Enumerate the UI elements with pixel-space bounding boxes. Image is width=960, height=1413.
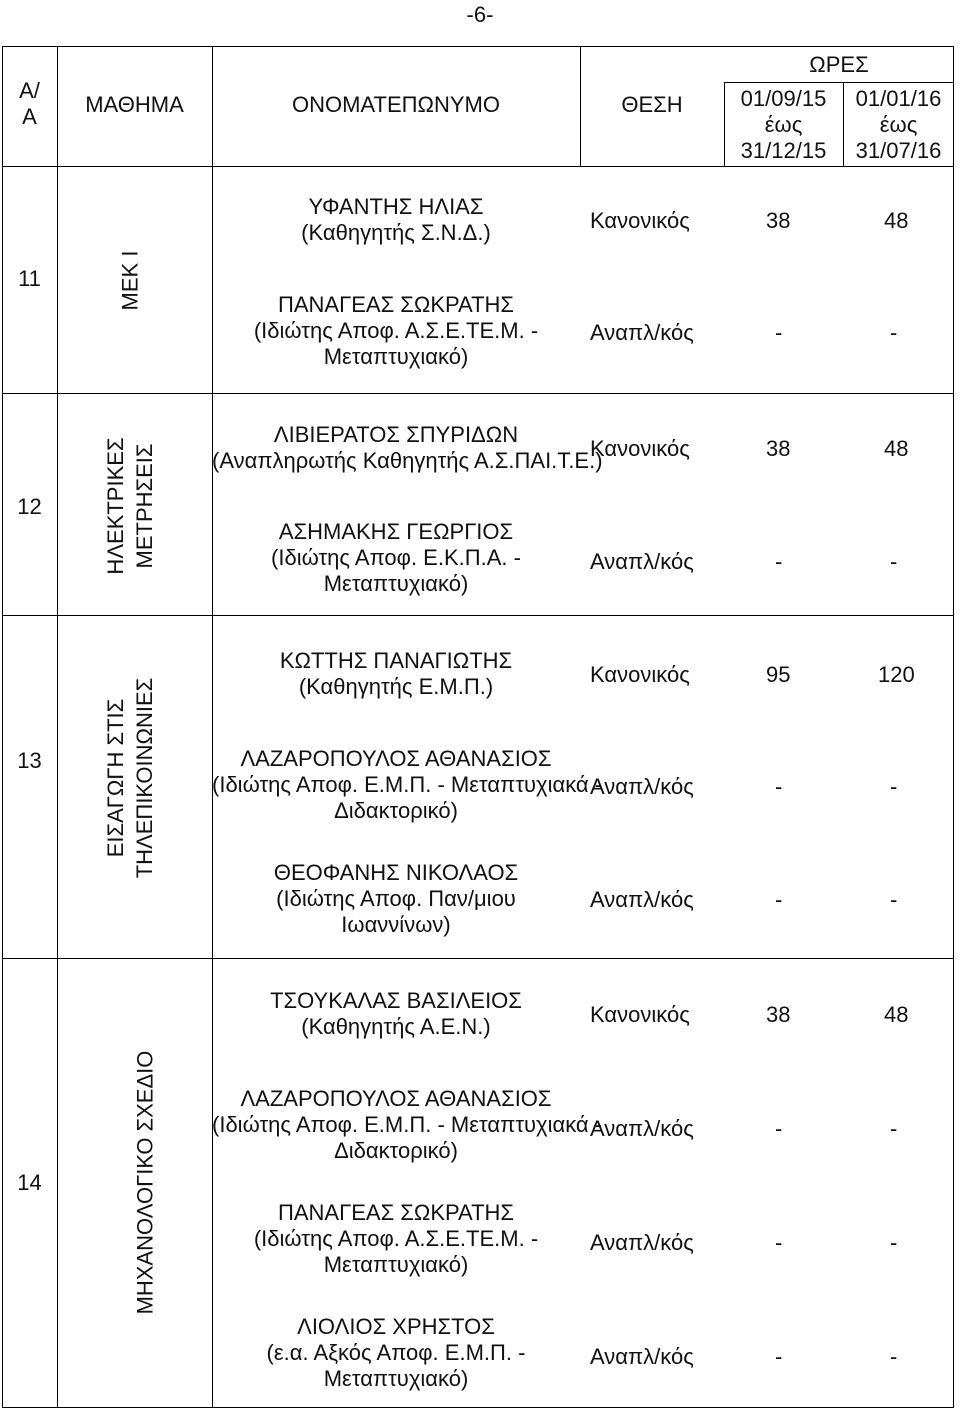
entry-name: ΛΑΖΑΡΟΠΟΥΛΟΣ ΑΘΑΝΑΣΙΟΣ (Ιδιώτης Αποφ. Ε.Μ.Π. - Μεταπτυχιακά - Διδακτορικό) (212, 1086, 603, 1163)
entry-hours-2: - (890, 774, 898, 799)
entry-hours-1: - (775, 774, 783, 799)
entry-position: Κανονικός (590, 662, 690, 687)
entry-hours-2: - (890, 549, 898, 574)
entry-name: ΚΩΤΤΗΣ ΠΑΝΑΓΙΩΤΗΣ (Καθηγητής Ε.Μ.Π.) (279, 648, 513, 699)
header-position: ΘΕΣΗ (621, 92, 683, 117)
entry-hours-1: - (775, 887, 783, 912)
row-aa: 12 (17, 494, 42, 519)
header-subject: ΜΑΘΗΜΑ (85, 92, 184, 117)
entry-hours-2: - (890, 1344, 898, 1369)
entry-hours-2: 48 (884, 208, 909, 233)
header-divider (724, 82, 954, 83)
entry-hours-1: 38 (766, 1002, 791, 1027)
entry-hours-1: - (775, 1230, 783, 1255)
row-subject: ΗΛΕΚΤΡΙΚΕΣ ΜΕΤΡΗΣΕΙΣ (103, 437, 157, 575)
entry-name: ΛΑΖΑΡΟΠΟΥΛΟΣ ΑΘΑΝΑΣΙΟΣ (Ιδιώτης Αποφ. Ε.Μ.Π. - Μεταπτυχιακά - Διδακτορικό) (212, 746, 603, 823)
entry-position: Αναπλ/κός (590, 320, 694, 345)
entry-position: Αναπλ/κός (590, 1116, 694, 1141)
header-name: ΟΝΟΜΑΤΕΠΩΝΥΜΟ (292, 92, 500, 117)
entry-position: Αναπλ/κός (590, 774, 694, 799)
entry-name: ΛΙΟΛΙΟΣ ΧΡΗΣΤΟΣ (ε.α. Αξκός Αποφ. Ε.Μ.Π. - Μεταπτυχιακό) (266, 1314, 526, 1391)
entry-hours-1: - (775, 1116, 783, 1141)
entry-hours-1: 38 (766, 436, 791, 461)
entry-name: ΠΑΝΑΓΕΑΣ ΣΩΚΡΑΤΗΣ (Ιδιώτης Αποφ. Α.Σ.Ε.ΤΕ.Μ. - Μεταπτυχιακό) (253, 1200, 539, 1277)
entry-name: ΘΕΟΦΑΝΗΣ ΝΙΚΟΛΑΟΣ (Ιδιώτης Αποφ. Παν/μιου Ιωαννίνων) (273, 860, 519, 937)
row-subject: ΕΙΣΑΓΩΓΗ ΣΤΙΣ ΤΗΛΕΠΙΚΟΙΝΩΝΙΕΣ (103, 677, 157, 879)
entry-hours-2: - (890, 320, 898, 345)
header-aa: Α/ Α (19, 78, 40, 129)
entry-name: ΛΙΒΙΕΡΑΤΟΣ ΣΠΥΡΙΔΩΝ (Αναπληρωτής Καθηγητής Α.Σ.ΠΑΙ.Τ.Ε.) (212, 422, 603, 473)
row-aa: 11 (18, 266, 41, 291)
header-period-1: 01/09/15 έως 31/12/15 (740, 86, 827, 163)
entry-name: ΑΣΗΜΑΚΗΣ ΓΕΩΡΓΙΟΣ (Ιδιώτης Αποφ. Ε.Κ.Π.Α. - Μεταπτυχιακό) (271, 519, 521, 596)
entry-name: ΤΣΟΥΚΑΛΑΣ ΒΑΣΙΛΕΙΟΣ (Καθηγητής Α.Ε.Ν.) (270, 988, 522, 1039)
entry-position: Αναπλ/κός (590, 549, 694, 574)
row-subject: ΜΗΧΑΝΟΛΟΓΙΚΟ ΣΧΕΔΙΟ (132, 1050, 158, 1315)
header-hours: ΩΡΕΣ (809, 52, 869, 77)
entry-hours-1: - (775, 549, 783, 574)
entry-hours-2: 48 (884, 1002, 909, 1027)
entry-hours-2: - (890, 1116, 898, 1141)
entry-position: Αναπλ/κός (590, 1344, 694, 1369)
entry-position: Αναπλ/κός (590, 1230, 694, 1255)
row-aa: 14 (17, 1170, 42, 1195)
entry-hours-1: 38 (766, 208, 791, 233)
entry-position: Αναπλ/κός (590, 887, 694, 912)
entry-position: Κανονικός (590, 208, 690, 233)
entry-hours-1: - (775, 320, 783, 345)
page-number: -6- (466, 2, 494, 27)
column-divider (57, 46, 58, 1408)
entry-name: ΥΦΑΝΤΗΣ ΗΛΙΑΣ (Καθηγητής Σ.Ν.Δ.) (301, 194, 491, 245)
entry-hours-2: 120 (878, 662, 915, 687)
entry-hours-2: - (890, 1230, 898, 1255)
entry-position: Κανονικός (590, 436, 690, 461)
entry-hours-1: - (775, 1344, 783, 1369)
row-aa: 13 (17, 748, 42, 773)
row-divider (2, 958, 954, 959)
entry-hours-2: 48 (884, 436, 909, 461)
entry-position: Κανονικός (590, 1002, 690, 1027)
header-period-2: 01/01/16 έως 31/07/16 (855, 86, 942, 163)
row-subject: ΜΕΚ Ι (117, 250, 143, 311)
row-divider (2, 166, 954, 167)
entry-name: ΠΑΝΑΓΕΑΣ ΣΩΚΡΑΤΗΣ (Ιδιώτης Αποφ. Α.Σ.Ε.ΤΕ.Μ. - Μεταπτυχιακό) (253, 292, 539, 369)
entry-hours-2: - (890, 887, 898, 912)
entry-hours-1: 95 (766, 662, 791, 687)
